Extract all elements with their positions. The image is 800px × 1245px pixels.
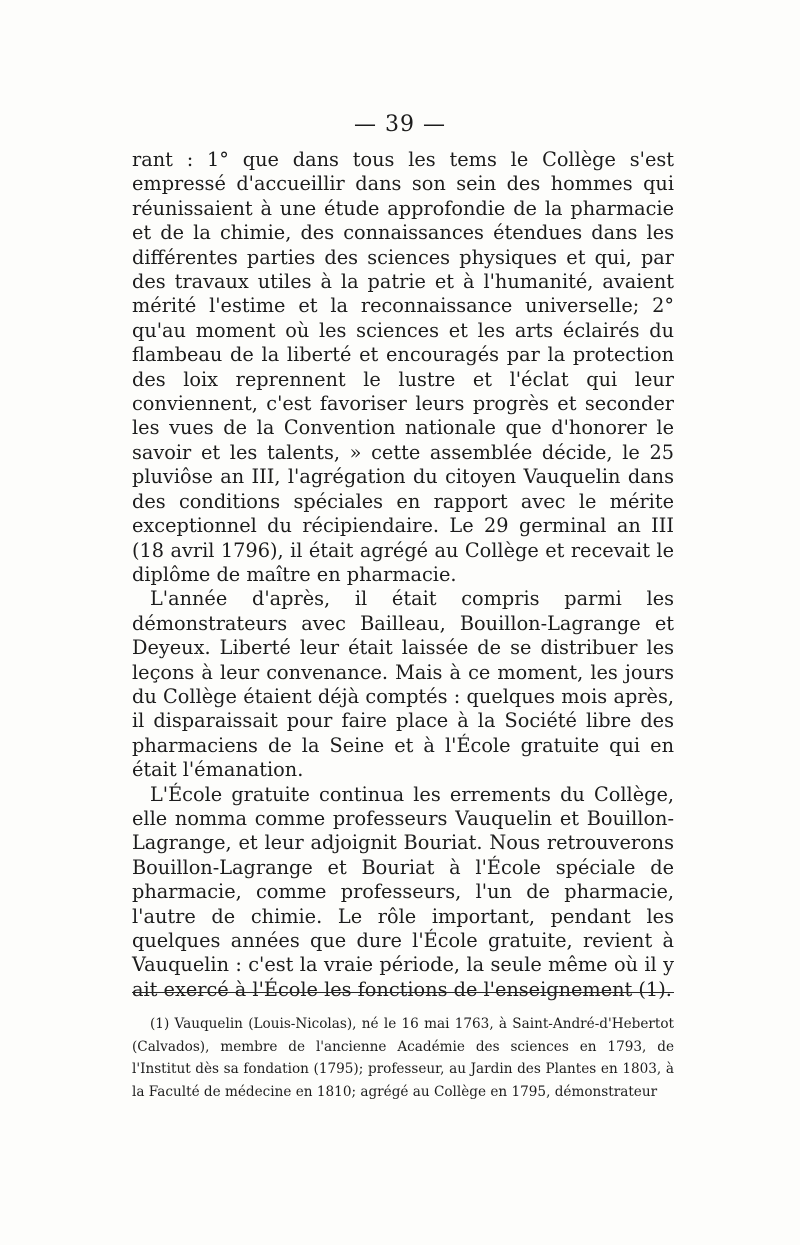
footnote-divider	[132, 992, 674, 993]
paragraph-ecole-gratuite: L'École gratuite continua les errements du Collège, elle nomma comme professeurs Vauquelin et Bouillon-Lagrange, et leur adjoignit Bouriat. Nous retrouverons Bouillon-Lagrange et Bouriat à l'École spéciale de pharmacie, comme professeurs, l'un de pharmacie, l'autre de chimie. Le rôle important, pendant les quelques années que dure l'École gratuite, revient à Vauquelin : c'est la vraie période, la seule même où il y ait exercé à l'École les fonctions de l'enseignement (1).	[132, 782, 674, 1001]
page-number: — 39 —	[354, 112, 446, 137]
main-text	[132, 148, 674, 1002]
paragraph-continuation: rant : 1° que dans tous les tems le Collège s'est empressé d'accueillir dans son sein des hommes qui réunissaient à une étude approfondie de la pharmacie et de la chimie, des connaissances étendues dans les différentes parties des sciences physiques et qui, par des travaux utiles à la patrie et à l'humanité, avaient mérité l'estime et la reconnaissance universelle; 2° qu'au moment où les sciences et les arts éclairés du flambeau de la liberté et encouragés par la protection des loix reprennent le lustre et l'éclat qui leur conviennent, c'est favoriser leurs progrès et seconder les vues de la Convention nationale que d'honorer le savoir et les talents, » cette assemblée décide, le 25 pluviôse an III, l'agrégation du citoyen Vauquelin dans des conditions spéciales en rapport avec le mérite exceptionnel du récipiendaire. Le 29 germinal an III (18 avril 1796), il était agrégé au Collège et recevait le diplôme de maître en pharmacie.	[132, 148, 674, 586]
paragraph-demonstrateurs: L'année d'après, il était compris parmi les démonstrateurs avec Bailleau, Bouillon-Lagrange et Deyeux. Liberté leur était laissée de se distribuer les leçons à leur convenance. Mais à ce moment, les jours du Collège étaient déjà comptés : quelques mois après, il disparaissait pour faire place à la Société libre des pharmaciens de la Seine et à l'École gratuite qui en était l'émanation.	[132, 587, 674, 782]
footnote: (1) Vauquelin (Louis-Nicolas), né le 16 mai 1763, à Saint-André-d'Hebertot (Calvados), membre de l'ancienne Académie des sciences en 1793, de l'Institut dès sa fondation (1795); professeur, au Jardin des Plantes en 1803, à la Faculté de médecine en 1810; agrégé au Collège en 1795, démonstrateur	[132, 1016, 674, 1100]
